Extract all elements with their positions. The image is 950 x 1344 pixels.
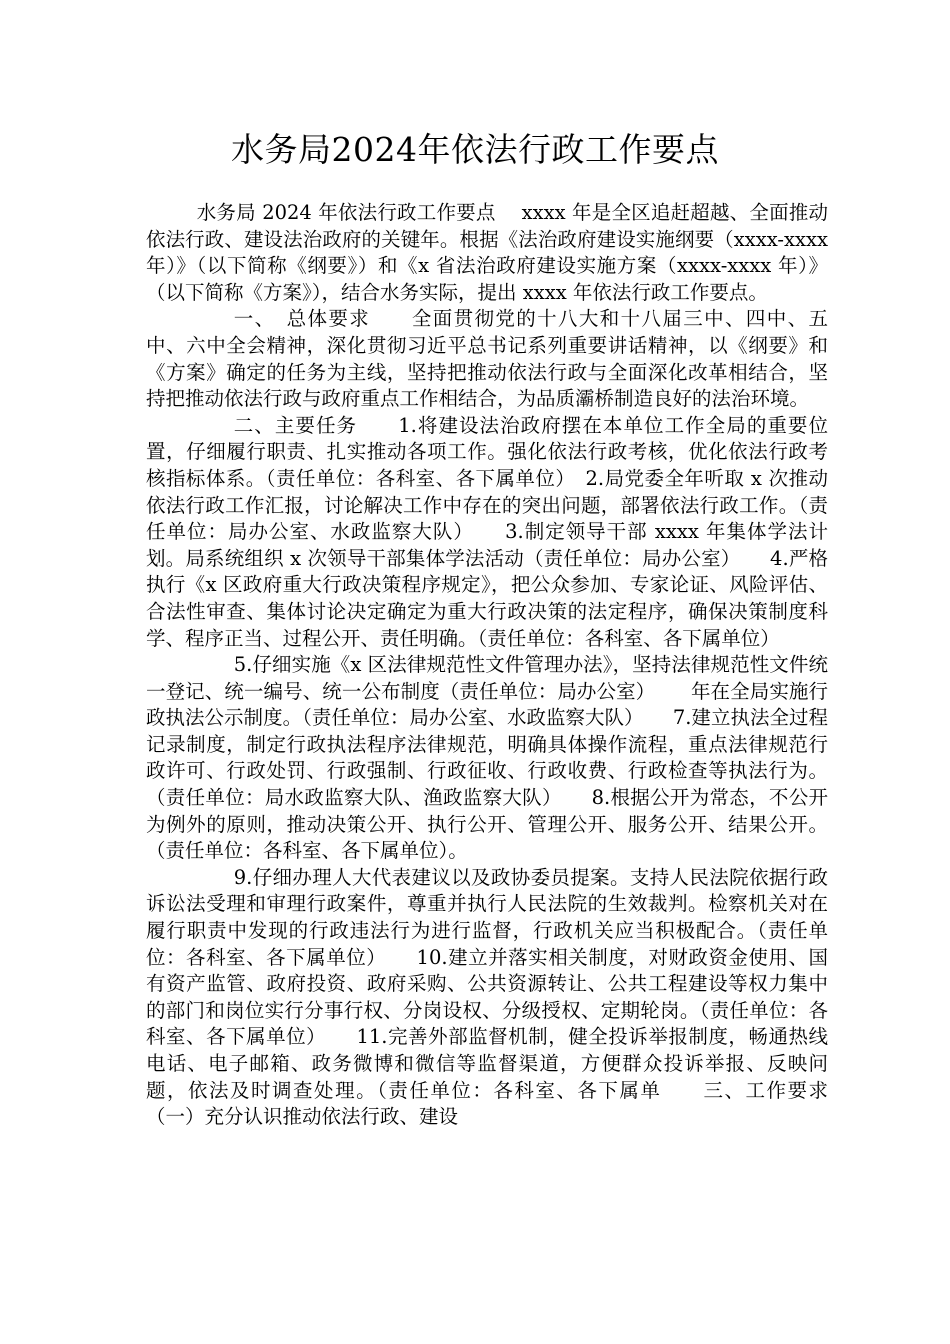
paragraph-general-requirements: 一、 总体要求 全面贯彻党的十八大和十八届三中、四中、五中、六中全会精神，深化贯彻习近平总书记系列重要讲话精神，以《纲要》和《方案》确定的任务为主线，坚持把推动依法行政与全面深化改革相结合，坚持把推动依法行政与政府重点工作相结合，为品质灞桥制造良好的法治环境。: [146, 307, 828, 411]
paragraph-tasks-5-8: 5.仔细实施《x 区法律规范性文件管理办法》，坚持法律规范性文件统一登记、统一编号、统一公布制度（责任单位：局办公室） 年在全局实施行政执法公示制度。（责任单位：局办公室、水政监察大队） 7.建立执法全过程记录制度，制定行政执法程序法律规范，明确具体操作流程，重点法律规范行政许可、行政处罚、行政强制、行政征收、行政收费、行政检查等执法行为。（责任单位：局水政监察大队、渔政监察大队） 8.根据公开为常态，不公开为例外的原则，推动决策公开、执行公开、管理公开、服务公开、结果公开。（责任单位：各科室、各下属单位）。: [146, 653, 828, 863]
document-title: 水务局2024年依法行政工作要点: [231, 130, 719, 169]
paragraph-tasks-9-11: 9.仔细办理人大代表建议以及政协委员提案。支持人民法院依据行政诉讼法受理和审理行政案件，尊重并执行人民法院的生效裁判。检察机关对在履行职责中发现的行政违法行为进行监督，行政机关应当积极配合。（责任单位：各科室、各下属单位） 10.建立并落实相关制度，对财政资金使用、国有资产监管、政府投资、政府采购、公共资源转让、公共工程建设等权力集中的部门和岗位实行分事行权、分岗设权、分级授权、定期轮岗。（责任单位：各科室、各下属单位） 11.完善外部监督机制，健全投诉举报制度，畅通热线电话、电子邮箱、政务微博和微信等监督渠道，方便群众投诉举报、反映问题，依法及时调查处理。（责任单位：各科室、各下属单 三、工作要求 （一）充分认识推动依法行政、建设: [146, 865, 868, 1129]
document-body: [146, 200, 868, 1131]
paragraph-intro: 水务局 2024 年依法行政工作要点 xxxx 年是全区追赶超越、全面推动依法行政、建设法治政府的关键年。根据《法治政府建设实施纲要（xxxx-xxxx 年）》（以下简称《纲要》）和《x 省法治政府建设实施方案（xxxx-xxxx 年）》（以下简称《方案》），结合水务实际，提出 xxxx 年依法行政工作要点。: [146, 201, 828, 304]
paragraph-main-tasks: 二、主要任务 1.将建设法治政府摆在本单位工作全局的重要位置，仔细履行职责、扎实推动各项工作。强化依法行政考核，优化依法行政考核指标体系。（责任单位：各科室、各下属单位） 2.局党委全年听取 x 次推动依法行政工作汇报，讨论解决工作中存在的突出问题，部署依法行政工作。（责任单位：局办公室、水政监察大队） 3.制定领导干部 xxxx 年集体学法计划。局系统组织 x 次领导干部集体学法活动（责任单位：局办公室） 4.严格执行《x 区政府重大行政决策程序规定》，把公众参加、专家论证、风险评估、合法性审查、集体讨论决定确定为重大行政决策的法定程序，确保决策制度科学、程序正当、过程公开、责任明确。（责任单位：各科室、各下属单位）: [146, 413, 828, 650]
